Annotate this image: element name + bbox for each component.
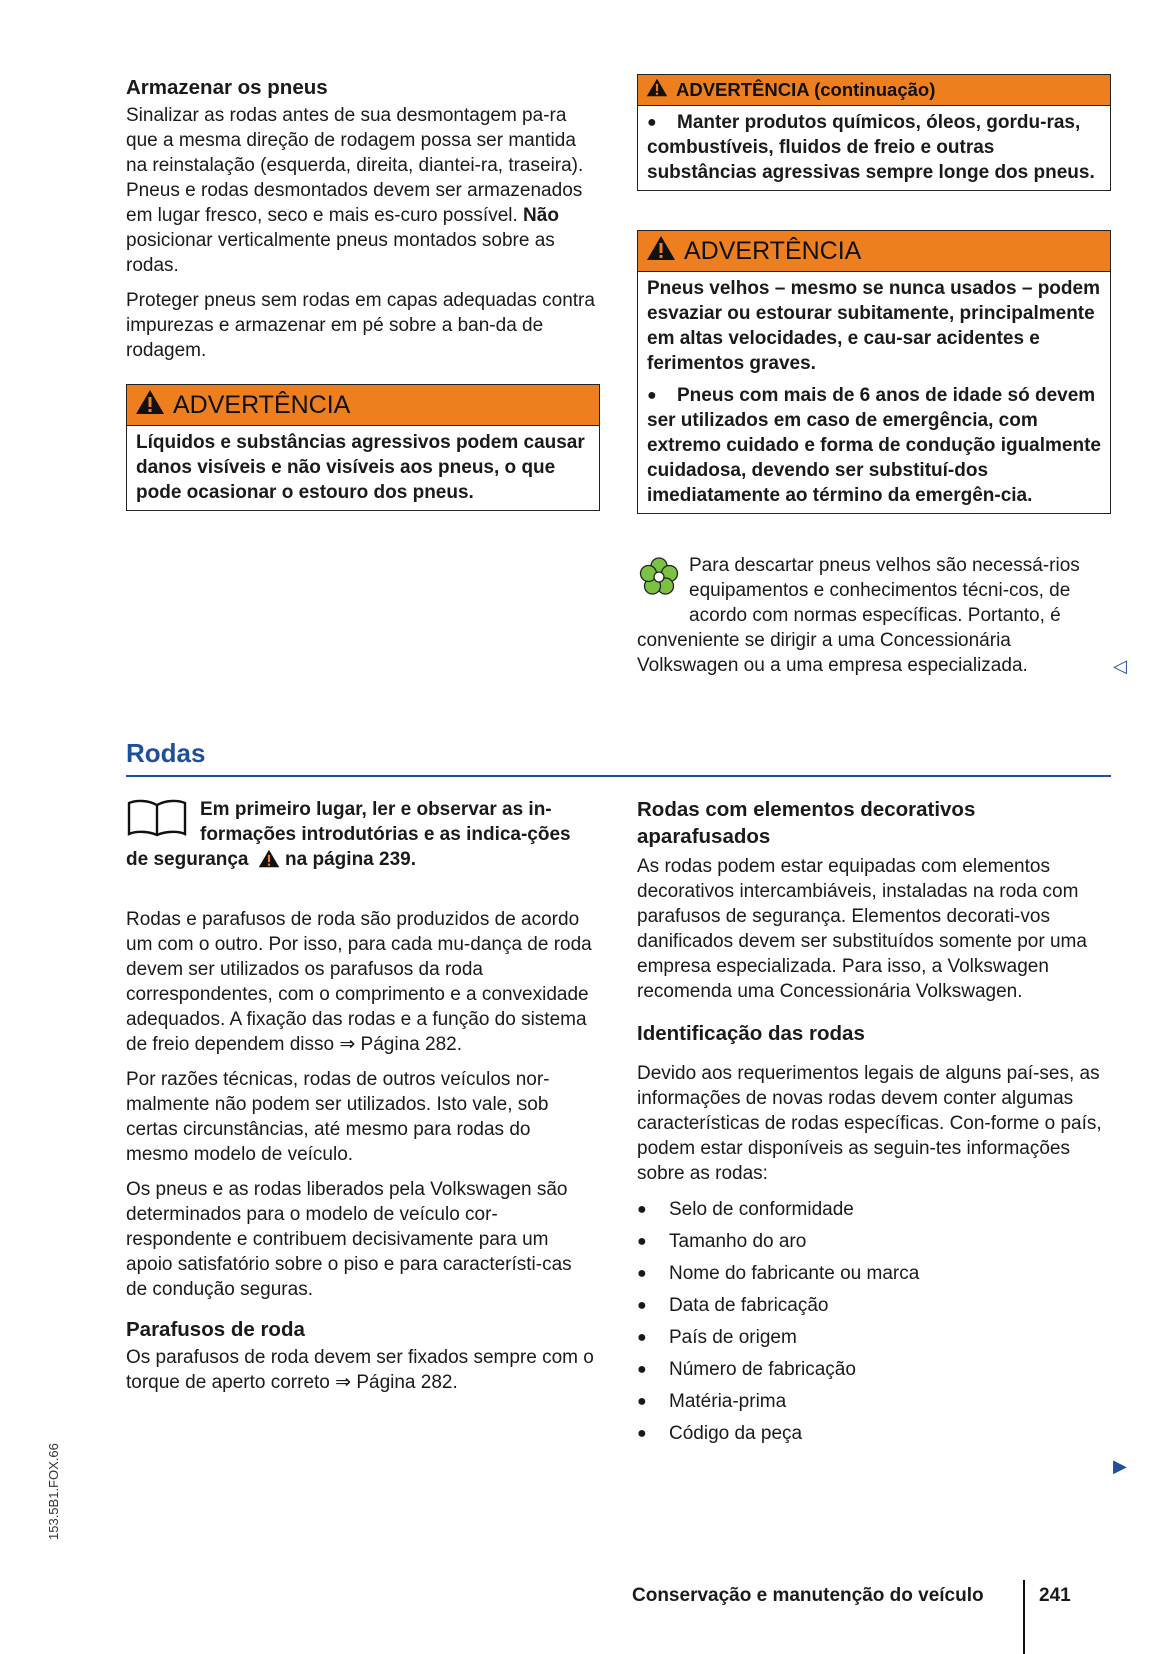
wheels-paragraph-3: Os pneus e as rodas liberados pela Volkswagen são determinados para o modelo de veículo cor-respondente e contribuem decisivamente para um apoio satisfatório sobre o piso e para característi-cas de condução seguras.	[126, 1179, 572, 1300]
warning-triangle-icon	[646, 78, 668, 102]
list-item: ● Código da peça	[637, 1423, 803, 1444]
warning-cont-header	[638, 75, 1110, 106]
environment-text: Para descartar pneus velhos são necessá-rios equipamentos e conhecimentos técni-cos, de acordo com normas específicas. Portanto, é conveniente se dirigir a uma Concessionária Volkswagen ou a uma empresa especializada.	[637, 555, 1080, 676]
footer-chapter: Conservação e manutenção do veículo	[632, 1585, 984, 1606]
bullet: ●	[647, 114, 657, 131]
list-item: ● Matéria-prima	[637, 1391, 787, 1412]
bolts-paragraph: Os parafusos de roda devem ser fixados sempre com o torque de aperto correto ⇒ Página 282.	[126, 1347, 594, 1393]
warning-cont-item	[638, 106, 1110, 190]
footer-divider	[1023, 1580, 1025, 1654]
wheel-info-list	[637, 1194, 1111, 1450]
list-item: ● Data de fabricação	[637, 1295, 829, 1316]
wheel-identification-paragraph: Devido aos requerimentos legais de alguns paí-ses, as informações de novas rodas devem conter algumas características de rodas específicas. Con-forme o país, podem estar disponíveis as seguin-tes informações sobre as rodas:	[637, 1063, 1102, 1184]
wheels-left-column	[126, 797, 598, 1395]
warning-cont-title: ADVERTÊNCIA (continuação)	[676, 79, 936, 100]
read-first-note: Em primeiro lugar, ler e observar as in-formações introdutórias e as indica-ções de segurança na página 239.	[126, 797, 598, 875]
page-number: 241	[1039, 1585, 1071, 1606]
warning-box-continuation	[637, 74, 1111, 191]
warning-triangle-icon	[258, 849, 280, 875]
storage-paragraph-2: Proteger pneus sem rodas em capas adequadas contra impurezas e armazenar em pé sobre a ban-da de rodagem.	[126, 290, 595, 361]
warning-text: Líquidos e substâncias agressivos podem causar danos visíveis e não visíveis aos pneus, o que pode ocasionar o estouro dos pneus.	[136, 432, 585, 503]
bullet: ●	[647, 387, 657, 404]
wheel-identification-heading: Identificação das rodas	[637, 1022, 865, 1045]
warning-box-old-tires	[637, 230, 1111, 514]
storage-heading: Armazenar os pneus	[126, 76, 328, 99]
warning-cont-text: Manter produtos químicos, óleos, gordu-ras, combustíveis, fluidos de freio e outras substâncias agressivas sempre longe dos pneus.	[647, 112, 1095, 183]
warning-intro: Pneus velhos – mesmo se nunca usados – podem esvaziar ou estourar subitamente, principalmente em altas velocidades, e cau-sar acidentes e ferimentos graves.	[647, 278, 1100, 374]
warning-item	[638, 381, 1110, 513]
environment-flower-icon	[637, 555, 681, 604]
wheels-paragraph-1: Rodas e parafusos de roda são produzidos de acordo um com o outro. Por isso, para cada mu-dança de roda devem ser utilizados os parafusos da roda correspondentes, com o comprimento e a convexidade adequados. A fixação das rodas e a função do sistema de freio dependem disso ⇒ Página 282.	[126, 909, 592, 1055]
book-icon	[126, 799, 188, 844]
list-item: ● Número de fabricação	[637, 1359, 856, 1380]
environment-note	[637, 553, 1111, 678]
list-item: ● Nome do fabricante ou marca	[637, 1263, 920, 1284]
bolts-heading: Parafusos de roda	[126, 1318, 305, 1341]
document-code: 153.5B1.FOX.66	[46, 1443, 61, 1540]
decorative-elements-paragraph: As rodas podem estar equipadas com elementos decorativos intercambiáveis, instaladas na roda com parafusos de segurança. Elementos decorati-vos danificados devem ser substituídos somente por uma empresa especializada. Para isso, a Volkswagen recomenda uma Concessionária Volkswagen.	[637, 856, 1087, 1002]
section-end-marker: ◁	[1113, 656, 1127, 676]
section-title-rodas: Rodas	[126, 738, 1111, 777]
wheels-paragraph-2: Por razões técnicas, rodas de outros veículos nor-malmente não podem ser utilizados. Isto vale, sob certas circunstâncias, até mesmo para rodas do mesmo modelo de veículo.	[126, 1069, 550, 1165]
wheels-right-column	[637, 796, 1111, 1450]
warning-triangle-icon	[135, 389, 165, 422]
warning-header	[127, 385, 599, 426]
list-item: ● Tamanho do aro	[637, 1231, 807, 1252]
decorative-elements-heading: Rodas com elementos decorativos aparafusados	[637, 798, 976, 848]
warning-header	[638, 231, 1110, 272]
list-item: ● Selo de conformidade	[637, 1199, 854, 1220]
warning-item-text: Pneus com mais de 6 anos de idade só devem ser utilizados em caso de emergência, com extremo cuidado e forma de condução igualmente cuidadosa, devendo ser substituí-dos imediatamente ao término da emergên-cia.	[647, 385, 1101, 506]
warning-title: ADVERTÊNCIA	[173, 390, 351, 419]
storage-section	[126, 74, 598, 363]
warning-title: ADVERTÊNCIA	[684, 236, 862, 265]
warning-box-chemicals	[126, 384, 600, 511]
storage-paragraph-1: Sinalizar as rodas antes de sua desmontagem pa-ra que a mesma direção de rodagem possa ser mantida na reinstalação (esquerda, direita, diantei-ra, traseira). Pneus e rodas desmontados devem ser armazenados em lugar fresco, seco e mais es-curo possível. Não posicionar verticalmente pneus montados sobre as rodas.	[126, 105, 584, 276]
warning-triangle-icon	[646, 235, 676, 268]
continue-marker: ▶	[1113, 1456, 1127, 1476]
list-item: ● País de origem	[637, 1327, 797, 1348]
